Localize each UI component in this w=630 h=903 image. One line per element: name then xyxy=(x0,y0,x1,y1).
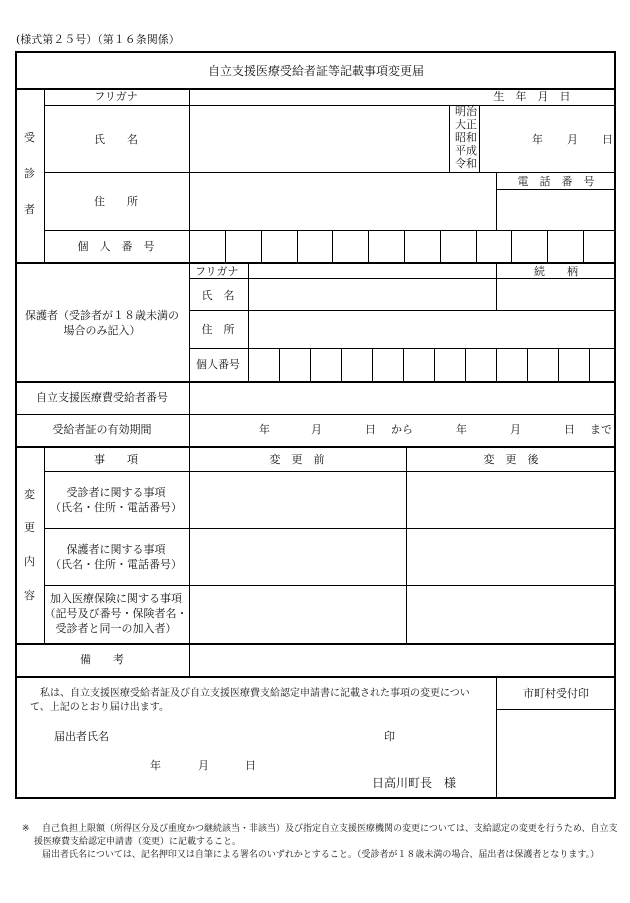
row2-line1: 保護者に関する事項 xyxy=(66,543,166,556)
declaration-line2: て、上記のとおり届け出ます。 xyxy=(30,702,169,713)
mynumber-box-3 xyxy=(297,230,298,262)
phone-label: 電 話 番 号 xyxy=(517,175,595,188)
address-bottom-line xyxy=(44,230,616,231)
birth-era-col xyxy=(449,105,450,172)
recipient-col xyxy=(189,381,190,446)
validity-day-2: 日 xyxy=(564,423,575,436)
guardian-furigana-line xyxy=(189,278,616,279)
form-title: 自立支援医療受給者証等記載事項変更届 xyxy=(207,64,425,78)
date-day: 日 xyxy=(245,759,256,772)
birth-day-unit: 日 xyxy=(602,133,613,146)
changes-item-col xyxy=(189,446,190,676)
relation-col xyxy=(496,262,497,310)
declaration-line1: 私は、自立支援医療受給者証及び自立支援医療費支給認定申請書に記載された事項の変更につい xyxy=(30,688,470,699)
patient-label-2: 診 xyxy=(24,167,35,180)
receipt-stamp-label: 市町村受付印 xyxy=(523,687,589,700)
g-mynumber-box-2 xyxy=(310,348,311,381)
guardian-mynumber-label: 個人番号 xyxy=(196,358,240,371)
birth-date-col xyxy=(479,105,480,172)
mynumber-box-8 xyxy=(476,230,477,262)
validity-month-2: 月 xyxy=(510,423,521,436)
receipt-col xyxy=(496,676,497,799)
row3-line2: （記号及び番号・保険者名・ xyxy=(44,607,188,620)
date-year: 年 xyxy=(150,759,161,772)
g-mynumber-box-7 xyxy=(465,348,466,381)
before-header: 変 更 前 xyxy=(269,453,325,466)
g-mynumber-box-10 xyxy=(558,348,559,381)
remarks-label: 備 考 xyxy=(80,653,124,666)
mynumber-box-11 xyxy=(583,230,584,262)
validity-month-1: 月 xyxy=(311,423,322,436)
changes-section-bottom xyxy=(15,643,616,645)
g-mynumber-box-5 xyxy=(403,348,404,381)
g-mynumber-box-1 xyxy=(279,348,280,381)
changes-label-2: 更 xyxy=(24,521,35,534)
g-mynumber-box-11 xyxy=(589,348,590,381)
name-bottom-line xyxy=(44,172,616,173)
guardian-name-line xyxy=(189,310,616,311)
note2: 届出者氏名については、記名押印又は自筆による署名のいずれかとすること。（受診者が１８歳未満の場合、届出者は保護者となります。） xyxy=(42,850,600,860)
mynumber-box-10 xyxy=(547,230,548,262)
birth-date-header: 生 年 月 日 xyxy=(493,90,571,103)
recipient-number-label: 自立支援医療費受給者番号 xyxy=(36,391,168,404)
mynumber-box-1 xyxy=(225,230,226,262)
form-number: (様式第２５号）（第１６条関係） xyxy=(16,33,180,46)
patient-label-1: 受 xyxy=(24,131,35,144)
changes-label-4: 容 xyxy=(24,589,35,602)
changes-row2-line xyxy=(44,585,616,586)
guardian-section-label: 保護者（受診者が１８歳未満の場合のみ記入） xyxy=(25,309,179,337)
mynumber-box-9 xyxy=(511,230,512,262)
note1-line1: 自己負担上限額（所得区分及び重度かつ継続該当・非該当）及び指定自立支援医療機関の変更については、支給認定の変更を行うため、自立支 xyxy=(42,824,618,834)
patient-address-label: 住 所 xyxy=(94,195,138,208)
changes-row1-line xyxy=(44,528,616,529)
applicant-label: 届出者氏名 xyxy=(54,730,109,743)
g-mynumber-box-3 xyxy=(341,348,342,381)
phone-col xyxy=(496,172,497,230)
validity-day-1: 日 xyxy=(365,423,376,436)
item-header: 事 項 xyxy=(94,453,138,466)
patient-label-3: 者 xyxy=(24,203,35,216)
birth-month-unit: 月 xyxy=(567,133,578,146)
note-mark: ※ xyxy=(22,824,30,834)
g-mynumber-box-9 xyxy=(527,348,528,381)
mynumber-box-6 xyxy=(404,230,405,262)
mynumber-box-4 xyxy=(332,230,333,262)
era-showa: 昭和 xyxy=(455,131,477,144)
era-heisei: 平成 xyxy=(455,144,477,157)
guardian-name-label: 氏 名 xyxy=(201,289,235,302)
seal-mark: 印 xyxy=(384,730,395,743)
guardian-field-col xyxy=(248,262,249,381)
after-header: 変 更 後 xyxy=(483,453,539,466)
guardian-label-col xyxy=(189,262,190,381)
patient-label-col xyxy=(44,88,45,262)
birth-year-unit: 年 xyxy=(532,133,543,146)
changes-label-3: 内 xyxy=(24,555,35,568)
validity-bottom xyxy=(15,446,616,448)
validity-year-2: 年 xyxy=(456,423,467,436)
validity-from: から xyxy=(391,423,413,436)
patient-name-label: 氏 名 xyxy=(94,133,138,146)
patient-mynumber-label: 個 人 番 号 xyxy=(77,240,155,253)
mynumber-box-2 xyxy=(261,230,262,262)
receipt-header-line xyxy=(496,709,616,710)
furigana-line xyxy=(44,105,616,106)
row3-line3: 受診者と同一の加入者） xyxy=(55,622,177,635)
era-meiji: 明治 xyxy=(455,105,477,118)
changes-before-after-col xyxy=(406,446,407,643)
remarks-bottom xyxy=(15,676,616,678)
guardian-label-line1 xyxy=(20,308,184,338)
row2-line2: （氏名・住所・電話番号） xyxy=(50,558,182,571)
mynumber-box-7 xyxy=(440,230,441,262)
row1-line2: （氏名・住所・電話番号） xyxy=(50,501,182,514)
era-taisho: 大正 xyxy=(455,118,477,131)
g-mynumber-box-6 xyxy=(434,348,435,381)
g-mynumber-box-8 xyxy=(496,348,497,381)
addressee: 日高川町長 様 xyxy=(372,776,457,790)
changes-header-line xyxy=(44,471,616,472)
row3-line1: 加入医療保険に関する事項 xyxy=(50,592,182,605)
recipient-number-bottom xyxy=(15,414,616,415)
guardian-address-label: 住 所 xyxy=(201,323,235,336)
note1-line2: 援医療費支給認定申請書（変更）に記載すること。 xyxy=(34,837,242,847)
patient-field-col xyxy=(189,88,190,262)
g-mynumber-box-4 xyxy=(372,348,373,381)
guardian-furigana-label: フリガナ xyxy=(195,265,239,278)
phone-header-line xyxy=(496,189,616,190)
mynumber-box-5 xyxy=(368,230,369,262)
guardian-section-bottom xyxy=(15,381,616,383)
patient-section-bottom xyxy=(15,262,616,264)
relation-label: 続 柄 xyxy=(534,265,578,278)
era-reiwa: 令和 xyxy=(455,157,477,170)
validity-until: まで xyxy=(590,423,612,436)
date-month: 月 xyxy=(198,759,209,772)
row1-line1: 受診者に関する事項 xyxy=(66,486,166,499)
changes-label-1: 変 xyxy=(24,488,35,501)
validity-label: 受給者証の有効期間 xyxy=(52,423,152,436)
patient-furigana-label: フリガナ xyxy=(94,90,138,103)
validity-year-1: 年 xyxy=(259,423,270,436)
